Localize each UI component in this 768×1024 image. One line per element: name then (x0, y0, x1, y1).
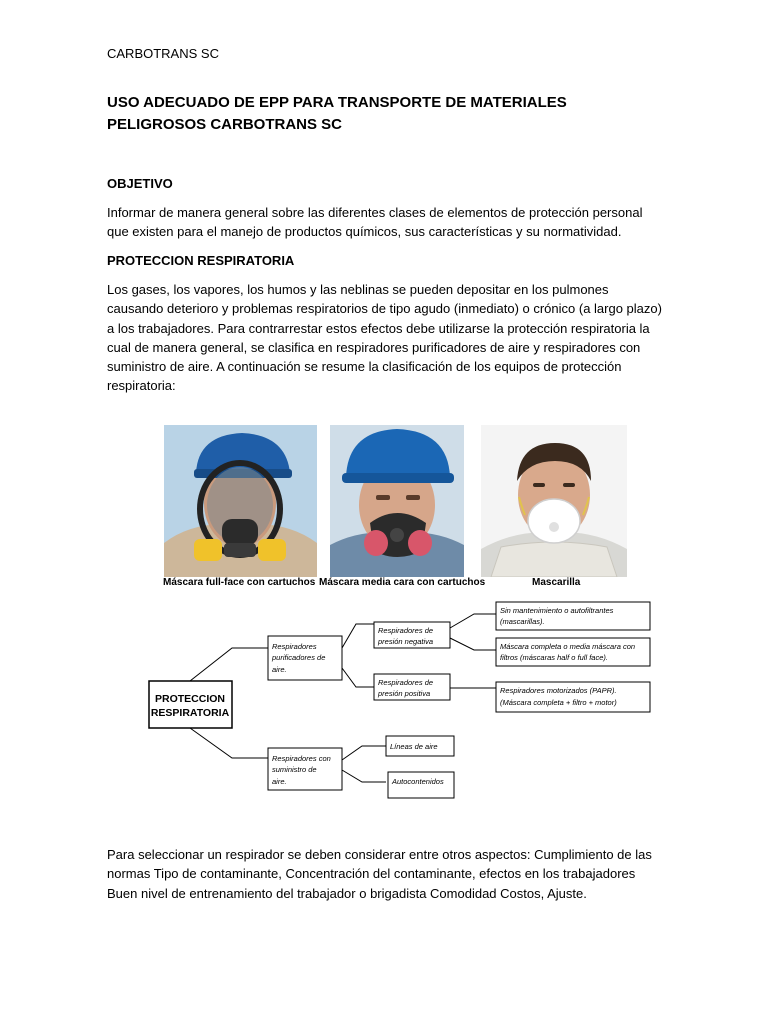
neg-line-2: presión negativa (378, 637, 434, 646)
connector-sum-lineas (342, 746, 386, 760)
full-face-mask-photo (164, 425, 317, 577)
connector-purif-pos (342, 668, 374, 687)
neg-line-1: Respiradores de (378, 626, 434, 635)
objective-paragraph: Informar de manera general sobre las diferentes clases de elementos de protección personal que existen para el manejo de productos químicos, sus características y su normatividad. (107, 205, 643, 240)
leaf-papr-line-2: (Máscara completa + filtro + motor) (500, 698, 617, 707)
leaf-sin-line-2: (mascarillas). (500, 617, 545, 626)
objective-heading: OBJETIVO (107, 176, 173, 191)
leaf-mascara-line-2: filtros (máscaras half o full face). (500, 653, 608, 662)
purificadores-line-2: purificadores de (272, 653, 326, 662)
respiratory-classification-diagram (140, 598, 660, 809)
disposable-mask-photo (481, 425, 627, 577)
purificadores-line-3: aire. (272, 665, 287, 674)
connector-root-purificadores (190, 648, 268, 681)
full-face-caption: Máscara full-face con cartuchos (163, 577, 316, 588)
root-line-1: PROTECCION (154, 693, 226, 705)
suministro-line-3: aire. (272, 777, 287, 786)
connector-sum-auto (342, 770, 386, 782)
mascarilla-caption: Mascarilla (532, 577, 581, 588)
purificadores-line-1: Respiradores (272, 642, 317, 651)
root-line-2: RESPIRATORIA (150, 707, 230, 719)
respiratory-paragraph: Los gases, los vapores, los humos y las neblinas se pueden depositar en los pulmones causando deterioro y problemas respiratorios de tipo agudo (inmediato) o crónico (a largo plazo) a los trabajadores. Para contrarrestar estos efectos debe utilizarse la protección respiratoria la cual de manera general, se clasifica en respiradores purificadores de aire y respiradores con suministro de aire. A continuación se resume la clasificación de los equipos de protección respiratoria: (107, 282, 662, 394)
half-face-mask-photo (330, 425, 464, 577)
respiratory-heading: PROTECCION RESPIRATORIA (107, 253, 295, 268)
leaf-papr-line-1: Respiradores motorizados (PAPR). (500, 686, 617, 695)
closing-paragraph: Para seleccionar un respirador se deben considerar entre otros aspectos: Cumplimiento de las normas Tipo de contaminante, Concentración del contaminante, efectos en los trabajadores Buen nivel de entrenamiento del trabajador o brigadista Comodidad Costos, Ajuste. (107, 847, 652, 901)
connector-root-suministro (190, 728, 268, 758)
leaf-sin-line-1: Sin mantenimiento o autofiltrantes (500, 606, 614, 615)
leaf-lineas-label: Líneas de aire (390, 742, 438, 751)
connector-purif-neg (342, 624, 374, 648)
suministro-line-1: Respiradores con (272, 754, 331, 763)
connector-neg-sin (450, 614, 496, 628)
leaf-mascara-line-1: Máscara completa o media máscara con (500, 642, 636, 651)
connector-neg-mascara (450, 638, 496, 650)
pos-line-2: presión positiva (378, 689, 431, 698)
leaf-auto-label: Autocontenidos (392, 777, 444, 786)
suministro-line-2: suministro de (272, 765, 317, 774)
half-face-caption: Máscara media cara con cartuchos (319, 577, 486, 588)
company-header: CARBOTRANS SC (107, 46, 219, 61)
pos-line-1: Respiradores de (378, 678, 434, 687)
document-title: USO ADECUADO DE EPP PARA TRANSPORTE DE MATERIALES PELIGROSOS CARBOTRANS SC (107, 94, 567, 133)
